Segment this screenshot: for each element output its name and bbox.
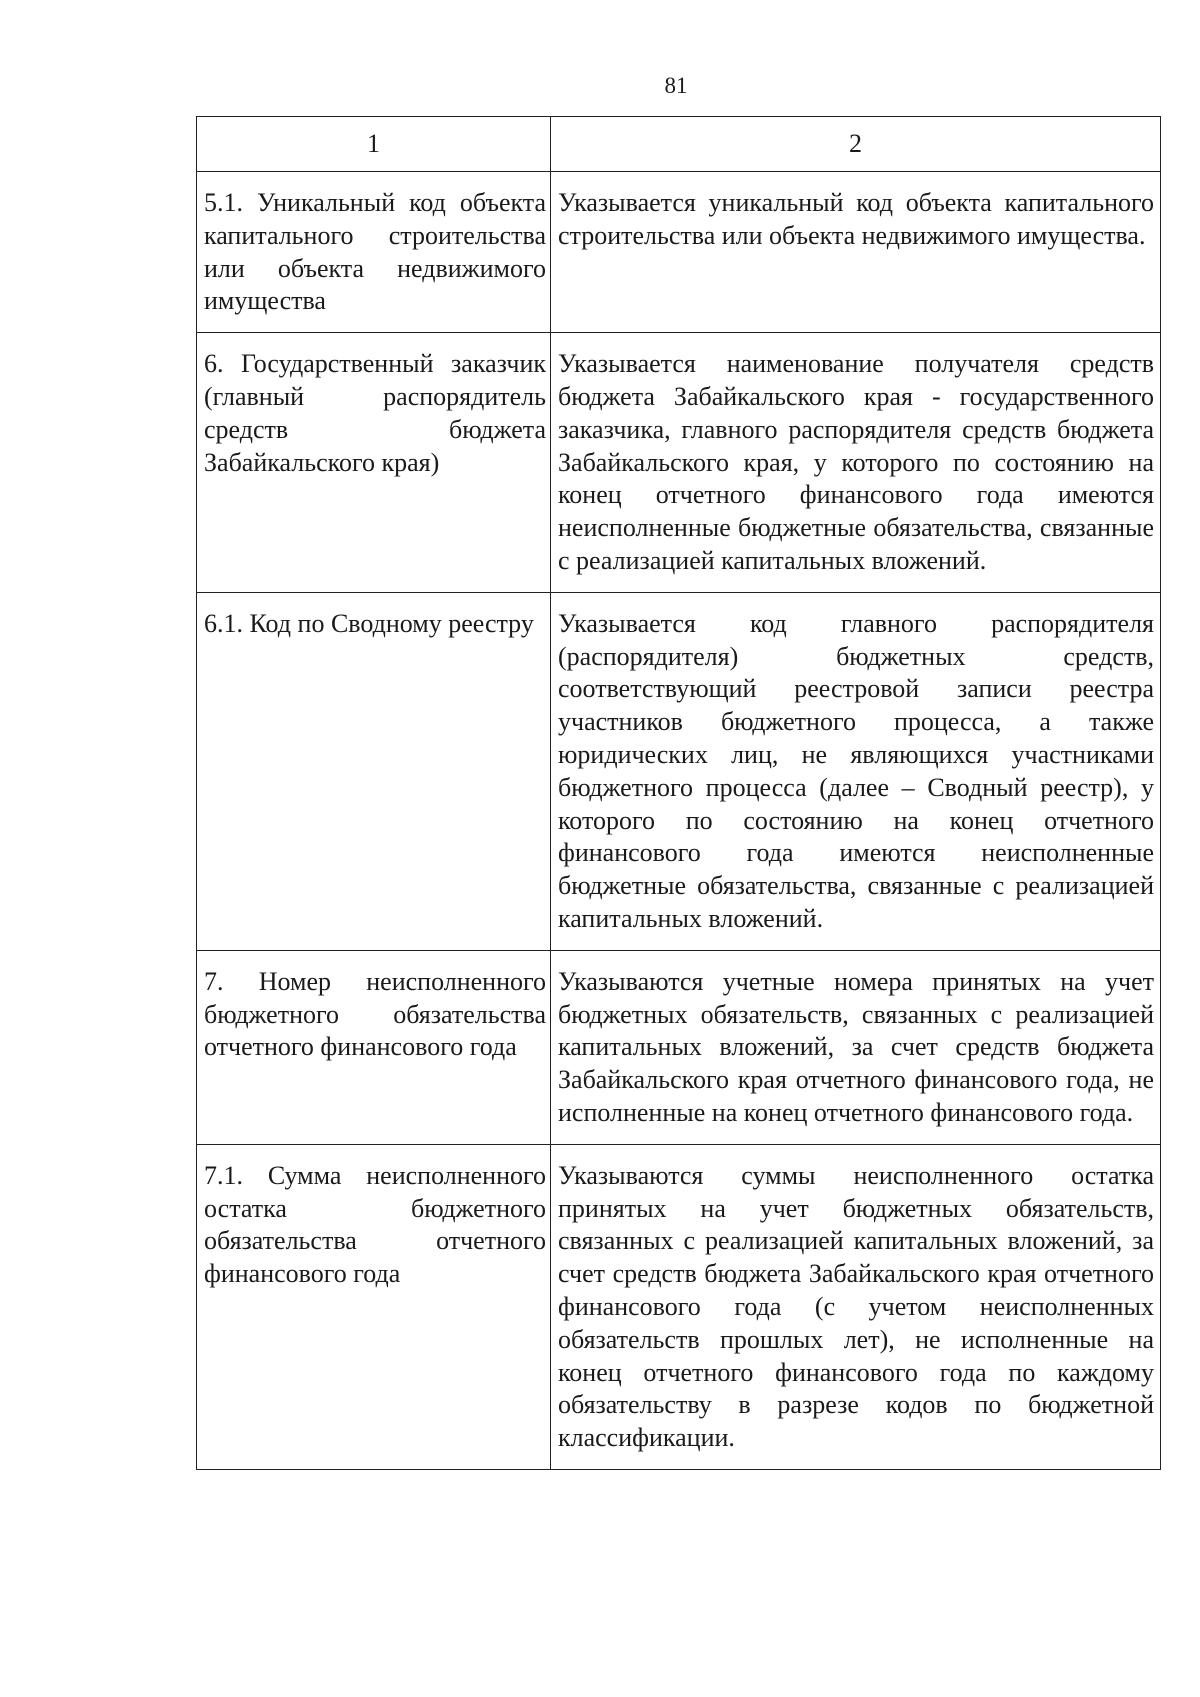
table-row: [197, 172, 1161, 333]
row-field-name: 5.1. Уникальный код объекта капитального строительства или объекта недвижимого имущества: [197, 172, 551, 333]
row-field-description: Указывается наименование получателя средств бюджета Забайкальского края - государственного заказчика, главного распорядителя средств бюджета Забайкальского края, у которого по состоянию на конец отчетного финансового года имеются неисполненные бюджетные обязательства, связанные с реализацией капитальных вложений.: [551, 333, 1161, 593]
table-row: [197, 1144, 1161, 1469]
table-row: [197, 950, 1161, 1144]
row-field-description: Указывается уникальный код объекта капитального строительства или объекта недвижимого имущества.: [551, 172, 1161, 333]
document-table: [196, 116, 1161, 1470]
row-field-description: Указываются учетные номера принятых на учет бюджетных обязательств, связанных с реализацией капитальных вложений, за счет средств бюджета Забайкальского края отчетного финансового года, не исполненные на конец отчетного финансового года.: [551, 950, 1161, 1144]
table-header-row: [197, 117, 1161, 172]
column-header-2: 2: [551, 117, 1161, 172]
page-number: 81: [664, 73, 688, 98]
row-field-description: Указывается код главного распорядителя (распорядителя) бюджетных средств, соответствующий реестровой записи реестра участников бюджетного процесса, а также юридических лиц, не являющихся участниками бюджетного процесса (далее – Сводный реестр), у которого по состоянию на конец отчетного финансового года имеются неисполненные бюджетные обязательства, связанные с реализацией капитальных вложений.: [551, 592, 1161, 950]
row-field-name: 6. Государственный заказчик (главный распорядитель средств бюджета Забайкальского края): [197, 333, 551, 593]
table-row: [197, 592, 1161, 950]
row-field-name: 7.1. Сумма неисполненного остатка бюджетного обязательства отчетного финансового года: [197, 1144, 551, 1469]
row-field-description: Указываются суммы неисполненного остатка принятых на учет бюджетных обязательств, связанных с реализацией капитальных вложений, за счет средств бюджета Забайкальского края отчетного финансового года (с учетом неисполненных обязательств прошлых лет), не исполненные на конец отчетного финансового года по каждому обязательству в разрезе кодов по бюджетной классификации.: [551, 1144, 1161, 1469]
table-row: [197, 333, 1161, 593]
column-header-1: 1: [197, 117, 551, 172]
row-field-name: 6.1. Код по Сводному реестру: [197, 592, 551, 950]
row-field-name: 7. Номер неисполненного бюджетного обязательства отчетного финансового года: [197, 950, 551, 1144]
